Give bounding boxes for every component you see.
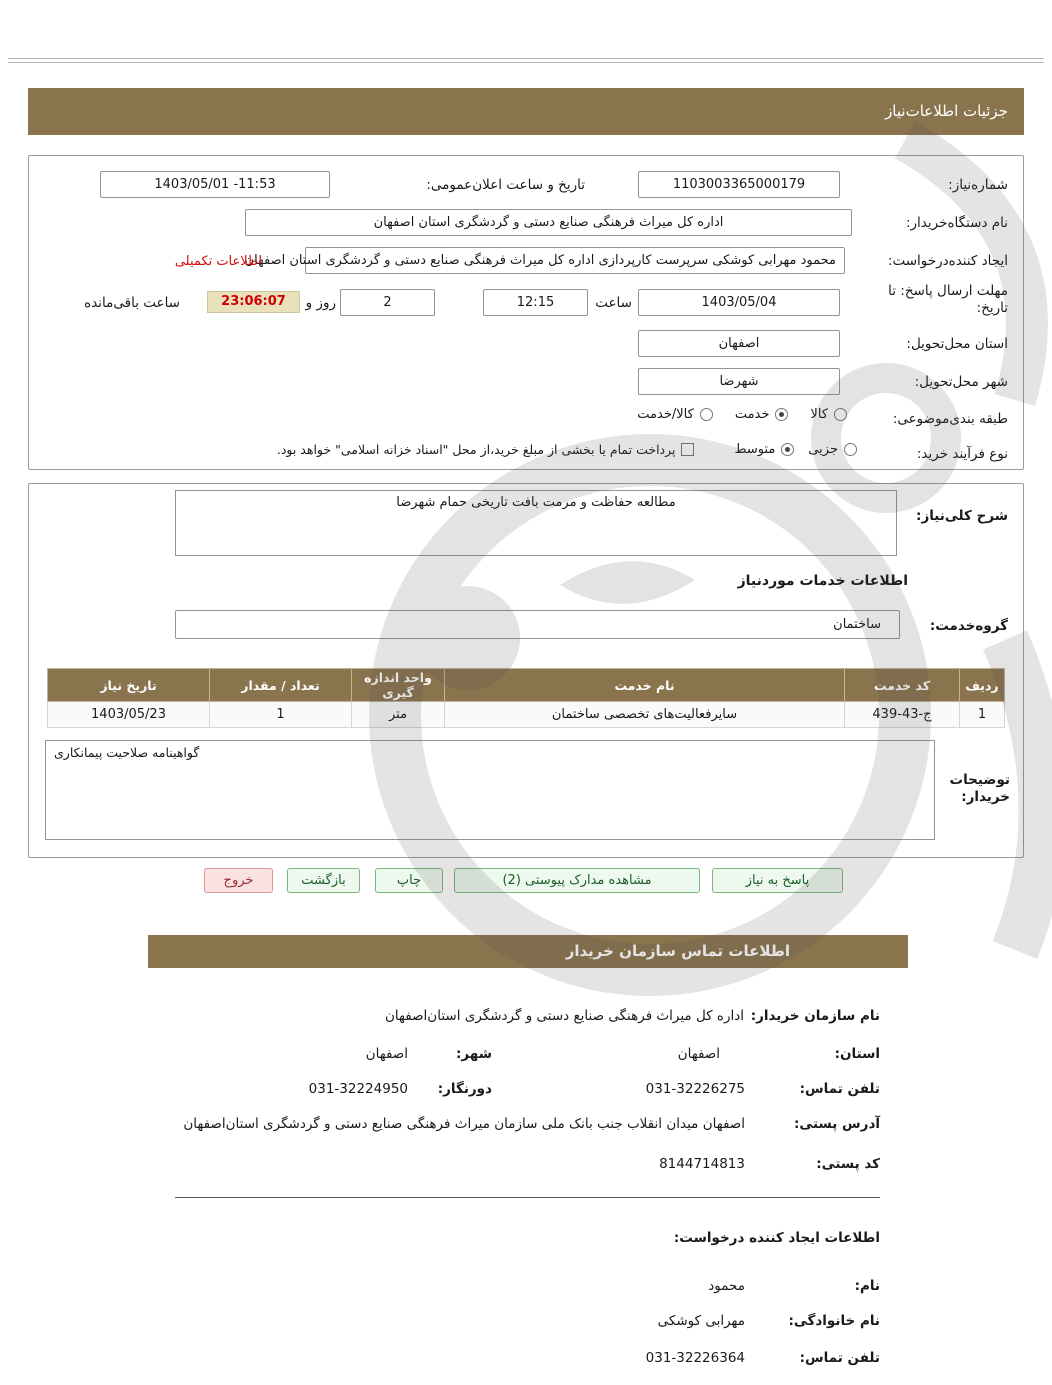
first-name-label: نام:: [854, 1278, 880, 1294]
contact-address-value: اصفهان میدان انقلاب جنب بانک ملی سازمان میراث فرهنگی صنایع دستی و گردشگری استان‌اصفهان: [183, 1116, 745, 1132]
col-row-index: ردیف: [960, 669, 1005, 702]
treasury-note: پرداخت تمام یا بخشی از مبلغ خرید،از محل "اسناد خزانه اسلامی" خواهد بود.: [276, 442, 676, 457]
creator-phone-label: تلفن تماس:: [799, 1350, 880, 1366]
need-desc-label: شرح کلی‌نیاز:: [916, 508, 1008, 524]
creator-phone-value: 031-32226364: [645, 1350, 745, 1366]
contact-header-bar: [148, 935, 908, 968]
radio-goods-service-label: کالا/خدمت: [637, 407, 694, 422]
col-unit: واحد اندازه گیری: [352, 669, 445, 702]
treasury-checkbox[interactable]: [681, 443, 694, 456]
buyer-org-field[interactable]: اداره کل میراث فرهنگی صنایع دستی و گردشگری استان اصفهان: [245, 209, 852, 236]
buyer-notes-label-line2: خریدار:: [961, 789, 1010, 805]
subject-category-label: طبقه بندی‌موضوعی:: [892, 411, 1008, 427]
cell-service-code: ج-43-439: [845, 702, 960, 728]
deadline-days-field[interactable]: 2: [340, 289, 435, 316]
deadline-hour-label: ساعت: [595, 295, 632, 311]
deadline-date-field[interactable]: 1403/05/04: [638, 289, 840, 316]
print-button[interactable]: چاپ: [375, 868, 443, 893]
delivery-city-label: شهر محل‌تحویل:: [914, 374, 1008, 390]
services-section-title: اطلاعات خدمات موردنیاز: [737, 573, 908, 589]
radio-service[interactable]: [735, 407, 789, 422]
need-number-field[interactable]: 1103003365000179: [638, 171, 840, 198]
radio-medium-label: متوسط: [734, 442, 776, 457]
need-desc-textarea[interactable]: مطالعه حفاظت و مرمت بافت تاریخی حمام شهرضا: [175, 490, 897, 556]
contact-address-label: آدرس پستی:: [793, 1116, 880, 1132]
contact-header-title: اطلاعات تماس سازمان خریدار: [565, 942, 790, 960]
service-group-label: گروه‌خدمت:: [929, 618, 1008, 634]
cell-unit: متر: [352, 702, 445, 728]
radio-minor[interactable]: [808, 442, 857, 457]
announce-datetime-field[interactable]: 1403/05/01 -11:53: [100, 171, 330, 198]
page-title: جزئیات اطلاعات‌نیاز: [885, 102, 1008, 120]
radio-service-circle[interactable]: [775, 408, 788, 421]
col-service-code: کد خدمت: [845, 669, 960, 702]
contact-fax-value: 031-32224950: [308, 1081, 408, 1097]
radio-medium-circle[interactable]: [781, 443, 794, 456]
table-row: [48, 702, 1005, 728]
radio-minor-label: جزیی: [808, 442, 838, 457]
contact-phone-value: 031-32226275: [645, 1081, 745, 1097]
radio-medium[interactable]: [734, 442, 794, 457]
first-name-value: محمود: [708, 1278, 745, 1294]
contact-province-value: اصفهان: [677, 1046, 720, 1062]
view-attachments-button[interactable]: مشاهده مدارک پیوستی (2): [454, 868, 700, 893]
cell-quantity: 1: [210, 702, 352, 728]
radio-goods-service[interactable]: [637, 407, 713, 422]
buyer-notes-label: [950, 772, 1010, 806]
buyer-notes-label-line1: توضیحات: [949, 772, 1010, 788]
creator-extra-red-text: اطلاعات تکمیلی: [174, 254, 262, 269]
col-service-name: نام خدمت: [445, 669, 845, 702]
section-divider: [175, 1197, 880, 1198]
purchase-process-options: [277, 442, 857, 457]
delivery-province-field[interactable]: اصفهان: [638, 330, 840, 357]
radio-goods-label: کالا: [810, 407, 828, 422]
countdown-badge: 23:06:07: [207, 291, 300, 313]
respond-button[interactable]: پاسخ به نیاز: [712, 868, 843, 893]
cell-row-index: 1: [960, 702, 1005, 728]
delivery-province-label: استان محل‌تحویل:: [906, 336, 1008, 352]
purchase-process-label: نوع فرآیند خرید:: [916, 446, 1008, 462]
services-table-header-row: [48, 669, 1005, 702]
creator-info-title: اطلاعات ایجاد کننده درخواست:: [673, 1230, 880, 1246]
deadline-label-line2: تاریخ:: [976, 300, 1008, 316]
radio-goods-circle[interactable]: [834, 408, 847, 421]
subject-category-options: [637, 407, 847, 422]
contact-province-label: استان:: [834, 1046, 880, 1062]
contact-city-label: شهر:: [456, 1046, 492, 1062]
postal-code-value: 8144714813: [659, 1156, 745, 1172]
col-quantity: تعداد / مقدار: [210, 669, 352, 702]
deadline-days-unit-label: روز و: [305, 295, 336, 311]
request-creator-label: ایجاد کننده‌درخواست:: [887, 253, 1008, 269]
buyer-org-label: نام دستگاه‌خریدار:: [905, 215, 1008, 231]
details-header-bar: [28, 88, 1024, 135]
last-name-value: مهرابی کوشکی: [657, 1313, 745, 1329]
contact-fax-label: دورنگار:: [437, 1081, 492, 1097]
deadline-label-line1: مهلت ارسال پاسخ: تا: [888, 283, 1008, 299]
org-name-label: نام سازمان خریدار:: [750, 1008, 880, 1024]
radio-service-label: خدمت: [734, 407, 770, 422]
cell-need-date: 1403/05/23: [48, 702, 210, 728]
need-number-label: شماره‌نیاز:: [948, 177, 1008, 193]
radio-goods[interactable]: [810, 407, 847, 422]
buyer-notes-textarea[interactable]: گواهینامه صلاحیت پیمانکاری: [45, 740, 935, 840]
treasury-option[interactable]: [277, 442, 695, 457]
cell-service-name: سایرفعالیت‌های تخصصی ساختمان: [445, 702, 845, 728]
delivery-city-field[interactable]: شهرضا: [638, 368, 840, 395]
last-name-label: نام خانوادگی:: [788, 1313, 880, 1329]
deadline-time-field[interactable]: 12:15: [483, 289, 588, 316]
deadline-label: [888, 283, 1008, 317]
top-divider: [8, 58, 1044, 63]
radio-goods-service-circle[interactable]: [700, 408, 713, 421]
announce-datetime-label: تاریخ و ساعت اعلان‌عمومی:: [426, 177, 585, 193]
exit-button[interactable]: خروج: [204, 868, 273, 893]
contact-phone-label: تلفن تماس:: [799, 1081, 880, 1097]
back-button[interactable]: بازگشت: [287, 868, 360, 893]
contact-city-value: اصفهان: [365, 1046, 408, 1062]
service-group-field[interactable]: ساختمان: [175, 610, 900, 639]
services-table: [47, 668, 1005, 728]
request-creator-field[interactable]: محمود مهرابی کوشکی سرپرست کارپردازی اداره کل میراث فرهنگی صنایع دستی و گردشگری استان اصفهان: [305, 247, 845, 274]
remaining-hours-label: ساعت باقی‌مانده: [84, 295, 180, 311]
col-need-date: تاریخ نیاز: [48, 669, 210, 702]
org-name-value: اداره کل میراث فرهنگی صنایع دستی و گردشگری استان‌اصفهان: [385, 1008, 744, 1024]
postal-code-label: کد پستی:: [816, 1156, 880, 1172]
radio-minor-circle[interactable]: [844, 443, 857, 456]
